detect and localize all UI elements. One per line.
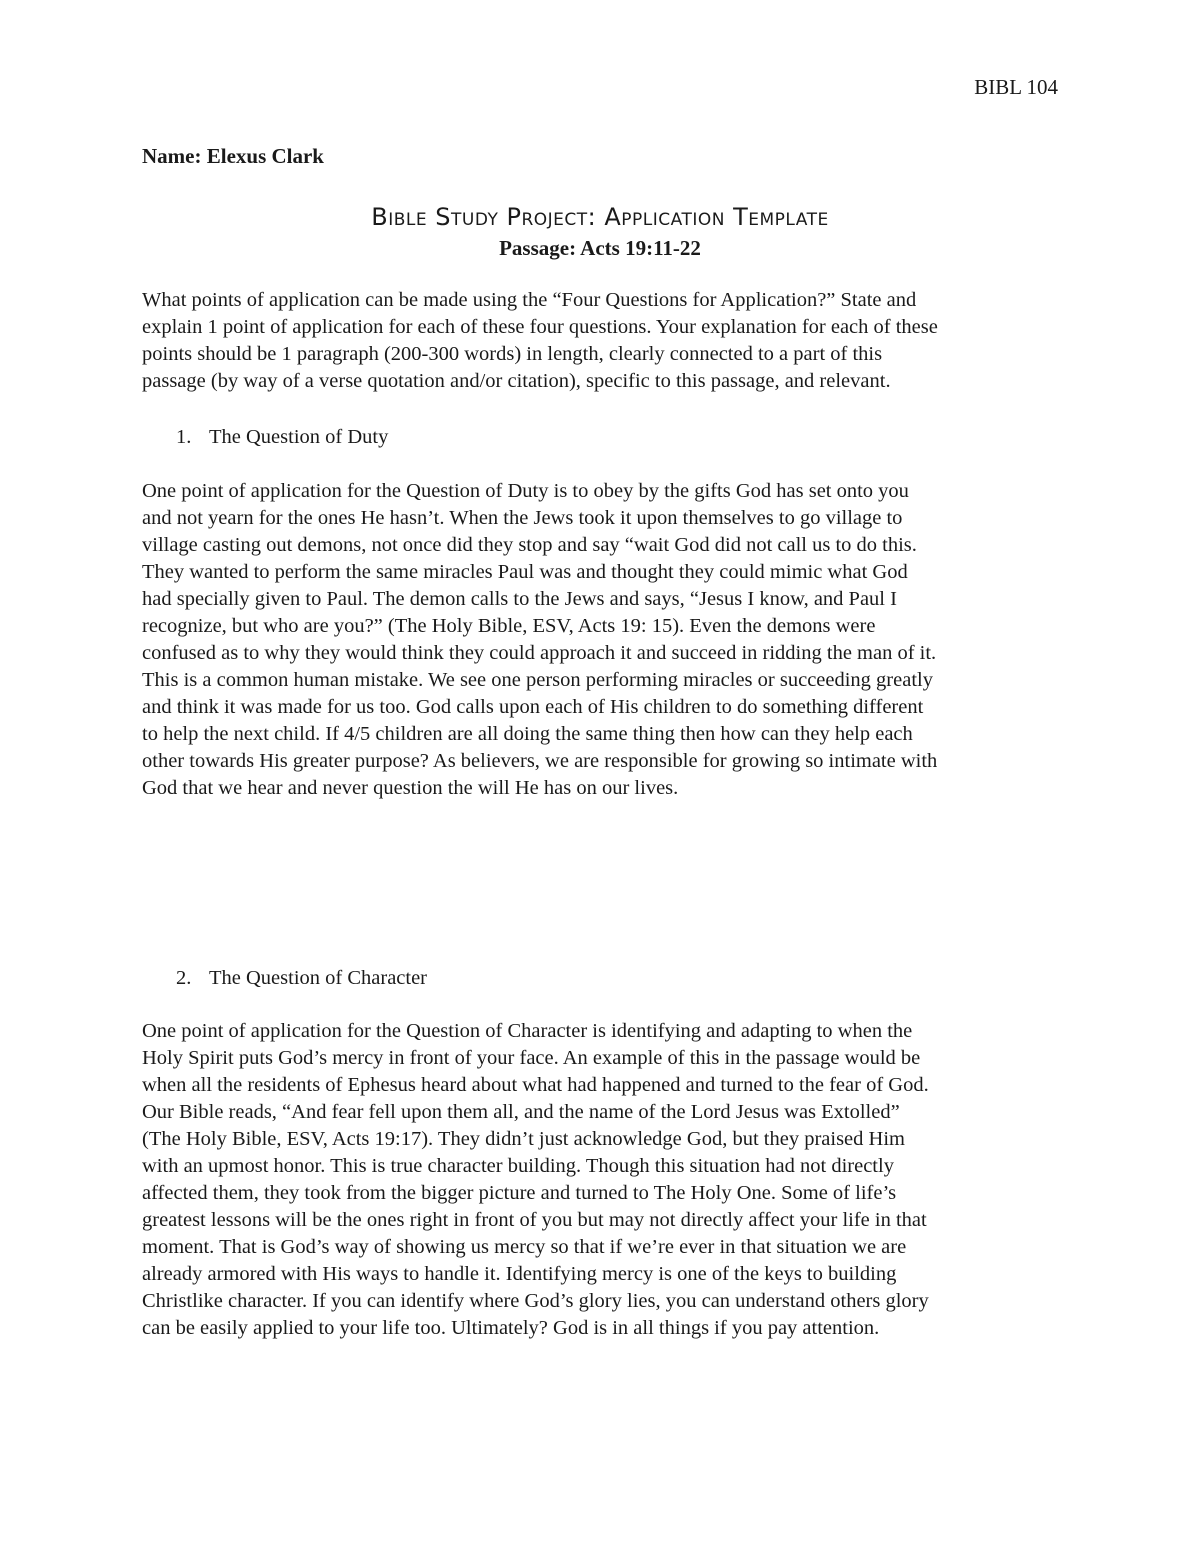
answer-line: can be easily applied to your life too. Ultimately? God is in all things if you pay attention. (142, 1317, 880, 1339)
page-title: Bible Study Project: Application Template (371, 203, 829, 231)
course-code: BIBL 104 (974, 75, 1058, 99)
question-label: The Question of Character (209, 967, 428, 989)
instructions-line: passage (by way of a verse quotation and/or citation), specific to this passage, and relevant. (142, 370, 891, 392)
answer-paragraph-duty (142, 478, 1062, 802)
instructions-line: explain 1 point of application for each of these four questions. Your explanation for each of these (142, 316, 938, 338)
answer-line: affected them, they took from the bigger picture and turned to The Holy One. Some of life’s (142, 1182, 897, 1204)
answer-line: This is a common human mistake. We see one person performing miracles or succeeding greatly (142, 669, 933, 691)
question-number: 2. (176, 967, 192, 989)
answer-line: Our Bible reads, “And fear fell upon them all, and the name of the Lord Jesus was Extolled” (142, 1101, 900, 1123)
answer-line: God that we hear and never question the will He has on our lives. (142, 777, 679, 799)
answer-line: confused as to why they would think they could approach it and succeed in ridding the man of it. (142, 642, 937, 664)
answer-line: recognize, but who are you?” (The Holy Bible, ESV, Acts 19: 15). Even the demons were (142, 615, 876, 637)
answer-paragraph-character (142, 1018, 1062, 1342)
answer-line: and think it was made for us too. God calls upon each of His children to do something different (142, 696, 924, 718)
answer-line: They wanted to perform the same miracles Paul was and thought they could mimic what God (142, 561, 908, 583)
answer-line: One point of application for the Question of Duty is to obey by the gifts God has set onto you (142, 480, 909, 502)
question-number: 1. (176, 426, 192, 448)
instructions-line: points should be 1 paragraph (200-300 words) in length, clearly connected to a part of this (142, 343, 883, 365)
answer-line: had specially given to Paul. The demon calls to the Jews and says, “Jesus I know, and Paul I (142, 588, 897, 610)
answer-line: One point of application for the Question of Character is identifying and adapting to when the (142, 1020, 913, 1042)
answer-line: and not yearn for the ones He hasn’t. When the Jews took it upon themselves to go village to (142, 507, 903, 529)
answer-line: when all the residents of Ephesus heard about what had happened and turned to the fear of God. (142, 1074, 929, 1096)
answer-line: moment. That is God’s way of showing us mercy so that if we’re ever in that situation we are (142, 1236, 907, 1258)
answer-line: with an upmost honor. This is true character building. Though this situation had not directly (142, 1155, 894, 1177)
answer-line: greatest lessons will be the ones right in front of you but may not directly affect your life in that (142, 1209, 927, 1231)
answer-line: Christlike character. If you can identify where God’s glory lies, you can understand others glory (142, 1290, 929, 1312)
answer-line: to help the next child. If 4/5 children are all doing the same thing then how can they help each (142, 723, 913, 745)
passage-reference: Passage: Acts 19:11-22 (499, 236, 701, 260)
answer-line: (The Holy Bible, ESV, Acts 19:17). They didn’t just acknowledge God, but they praised Him (142, 1128, 905, 1150)
answer-line: village casting out demons, not once did they stop and say “wait God did not call us to do this. (142, 534, 917, 556)
question-label: The Question of Duty (209, 426, 389, 448)
student-name: Name: Elexus Clark (142, 144, 324, 168)
question-heading-character (142, 965, 427, 992)
answer-line: other towards His greater purpose? As believers, we are responsible for growing so intimate with (142, 750, 938, 772)
instructions-paragraph (142, 287, 1062, 395)
answer-line: Holy Spirit puts God’s mercy in front of your face. An example of this in the passage would be (142, 1047, 921, 1069)
instructions-line: What points of application can be made using the “Four Questions for Application?” State and (142, 289, 917, 311)
question-heading-duty (142, 424, 388, 451)
answer-line: already armored with His ways to handle it. Identifying mercy is one of the keys to building (142, 1263, 897, 1285)
